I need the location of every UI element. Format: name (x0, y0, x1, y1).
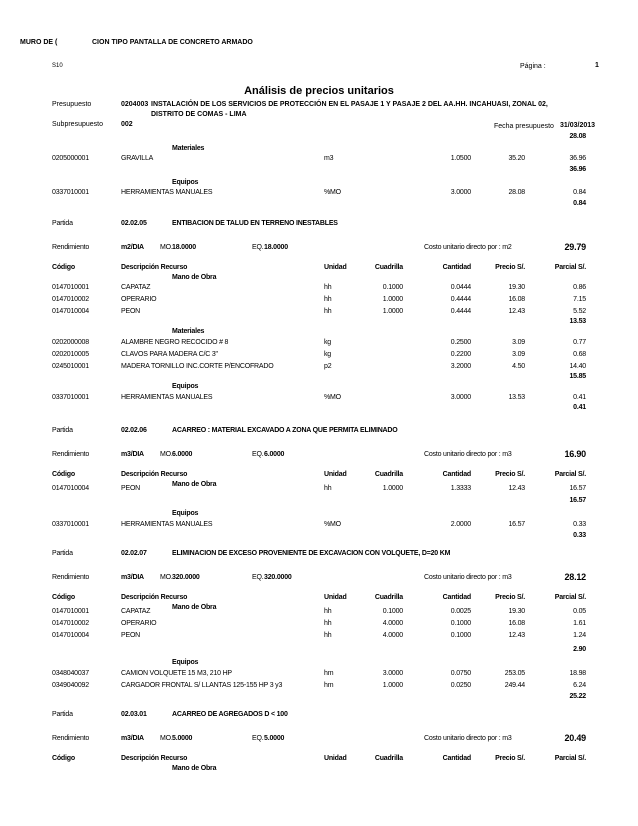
partida-label: Partida (52, 220, 73, 227)
col-unidad: Unidad (324, 264, 347, 271)
page-label: Página : (520, 63, 546, 70)
row-cuadrilla: 3.0000 (382, 670, 403, 677)
row-parcial: 1.61 (573, 620, 586, 627)
row-cuadrilla: 4.0000 (382, 620, 403, 627)
row-cuadrilla: 0.1000 (382, 608, 403, 615)
project-title-right: CION TIPO PANTALLA DE CONCRETO ARMADO (92, 39, 253, 46)
row-unit: %MO (324, 189, 341, 196)
mo-label: MO. (160, 574, 173, 581)
row-cantidad: 1.0500 (450, 155, 471, 162)
row-precio: 3.09 (512, 339, 525, 346)
row-precio: 3.09 (512, 351, 525, 358)
row-description: HERRAMIENTAS MANUALES (121, 521, 213, 528)
presupuesto-desc-1: INSTALACIÓN DE LOS SERVICIOS DE PROTECCIÓN EN EL PASAJE 1 Y PASAJE 2 DEL AA.HH. INCAHUASI, ZONAL 02, (151, 101, 548, 108)
col-parcial: Parcial S/. (554, 755, 586, 762)
row-unit: hh (324, 608, 332, 615)
partida-code: 02.03.01 (121, 711, 147, 718)
col-codigo: Código (52, 755, 75, 762)
row-precio: 12.43 (508, 485, 525, 492)
mo-value: 320.0000 (172, 574, 200, 581)
row-unit: hh (324, 284, 332, 291)
equipos-total: 25.22 (569, 693, 586, 700)
project-title-left: MURO DE ( (20, 39, 58, 46)
partida-code: 02.02.06 (121, 427, 147, 434)
col-descripcion: Descripción Recurso (121, 594, 188, 601)
row-unit: hh (324, 485, 332, 492)
row-precio: 16.08 (508, 296, 525, 303)
row-description: CAPATAZ (121, 284, 151, 291)
row-unit: hh (324, 308, 332, 315)
page-title: Análisis de precios unitarios (244, 85, 394, 97)
row-code: 0337010001 (52, 189, 89, 196)
row-parcial: 0.84 (573, 189, 586, 196)
col-parcial: Parcial S/. (554, 594, 586, 601)
col-cuadrilla: Cuadrilla (374, 264, 403, 271)
row-code: 0147010004 (52, 485, 89, 492)
eq-value: 320.0000 (264, 574, 292, 581)
row-parcial: 16.57 (569, 485, 586, 492)
col-unidad: Unidad (324, 471, 347, 478)
row-cantidad: 3.0000 (450, 189, 471, 196)
row-precio: 19.30 (508, 608, 525, 615)
eq-label: EQ. (252, 451, 264, 458)
col-unidad: Unidad (324, 755, 347, 762)
partida-label: Partida (52, 427, 73, 434)
eq-label: EQ. (252, 244, 264, 251)
mo-value: 5.0000 (172, 735, 193, 742)
col-parcial: Parcial S/. (554, 471, 586, 478)
col-codigo: Código (52, 264, 75, 271)
partida-code: 02.02.05 (121, 220, 147, 227)
section-mano-de-obra: Mano de Obra (172, 765, 217, 772)
eq-value: 6.0000 (264, 451, 285, 458)
costo-unitario-value: 20.49 (564, 733, 586, 743)
col-codigo: Código (52, 594, 75, 601)
col-codigo: Código (52, 471, 75, 478)
mano-de-obra-total: 2.90 (573, 646, 586, 653)
row-parcial: 0.33 (573, 521, 586, 528)
col-descripcion: Descripción Recurso (121, 264, 188, 271)
mo-value: 6.0000 (172, 451, 193, 458)
row-code: 0205000001 (52, 155, 89, 162)
row-cuadrilla: 1.0000 (382, 682, 403, 689)
col-cuadrilla: Cuadrilla (374, 471, 403, 478)
row-unit: kg (324, 351, 331, 358)
section-mano-de-obra: Mano de Obra (172, 274, 217, 281)
col-precio: Precio S/. (495, 755, 525, 762)
row-cantidad: 0.0025 (450, 608, 471, 615)
col-precio: Precio S/. (495, 471, 525, 478)
section-equipos: Equipos (172, 383, 199, 390)
col-precio: Precio S/. (495, 594, 525, 601)
rendimiento-label: Rendimiento (52, 574, 90, 581)
subpresupuesto-code: 002 (121, 121, 133, 128)
costo-unitario-label: Costo unitario directo por : m3 (424, 574, 512, 581)
row-unit: hh (324, 632, 332, 639)
row-precio: 13.53 (508, 394, 525, 401)
row-unit: %MO (324, 521, 341, 528)
partida-name: ACARREO DE AGREGADOS D < 100 (172, 711, 288, 718)
row-unit: hm (324, 670, 334, 677)
row-cuadrilla: 1.0000 (382, 308, 403, 315)
row-parcial: 0.77 (573, 339, 586, 346)
col-cantidad: Cantidad (442, 471, 471, 478)
row-cuadrilla: 4.0000 (382, 632, 403, 639)
row-description: CLAVOS PARA MADERA C/C 3" (121, 351, 218, 358)
col-cuadrilla: Cuadrilla (374, 755, 403, 762)
section-equipos: Equipos (172, 179, 199, 186)
section-mano-de-obra: Mano de Obra (172, 481, 217, 488)
row-precio: 16.08 (508, 620, 525, 627)
costo-unitario-label: Costo unitario directo por : m3 (424, 451, 512, 458)
subtotal-prev: 28.08 (569, 133, 586, 140)
row-precio: 12.43 (508, 308, 525, 315)
row-precio: 35.20 (508, 155, 525, 162)
row-cantidad: 3.0000 (450, 394, 471, 401)
mano-de-obra-total: 13.53 (569, 318, 586, 325)
partida-name: ELIMINACION DE EXCESO PROVENIENTE DE EXCAVACION CON VOLQUETE, D=20 KM (172, 550, 451, 557)
row-unit: kg (324, 339, 331, 346)
row-cantidad: 1.3333 (450, 485, 471, 492)
row-code: 0245010001 (52, 363, 89, 370)
presupuesto-label: Presupuesto (52, 101, 92, 108)
col-parcial: Parcial S/. (554, 264, 586, 271)
row-description: CARGADOR FRONTAL S/ LLANTAS 125-155 HP 3 y3 (121, 682, 283, 689)
row-precio: 4.50 (512, 363, 525, 370)
row-description: PEON (121, 632, 141, 639)
section-materiales: Materiales (172, 328, 205, 335)
mo-label: MO. (160, 735, 173, 742)
section-equipos: Equipos (172, 659, 199, 666)
row-cantidad: 0.1000 (450, 620, 471, 627)
col-unidad: Unidad (324, 594, 347, 601)
row-code: 0147010002 (52, 620, 89, 627)
row-description: PEON (121, 308, 141, 315)
row-code: 0348040037 (52, 670, 89, 677)
partida-label: Partida (52, 550, 73, 557)
equipos-total: 0.41 (573, 404, 586, 411)
materiales-total: 36.96 (569, 166, 586, 173)
row-unit: m3 (324, 155, 334, 162)
row-cantidad: 0.0250 (450, 682, 471, 689)
fecha-label: Fecha presupuesto (494, 123, 554, 130)
eq-label: EQ. (252, 574, 264, 581)
row-cantidad: 0.0444 (450, 284, 471, 291)
row-precio: 28.08 (508, 189, 525, 196)
row-parcial: 7.15 (573, 296, 586, 303)
row-code: 0147010002 (52, 296, 89, 303)
row-cantidad: 0.0750 (450, 670, 471, 677)
row-cantidad: 0.2500 (450, 339, 471, 346)
col-precio: Precio S/. (495, 264, 525, 271)
rendimiento-unit: m3/DIA (121, 735, 144, 742)
row-precio: 253.05 (504, 670, 525, 677)
s10-label: S10 (52, 63, 63, 69)
col-cuadrilla: Cuadrilla (374, 594, 403, 601)
row-description: OPERARIO (121, 296, 157, 303)
costo-unitario-value: 29.79 (564, 242, 586, 252)
partida-code: 02.02.07 (121, 550, 147, 557)
materiales-total: 15.85 (569, 373, 586, 380)
row-code: 0337010001 (52, 394, 89, 401)
row-cuadrilla: 1.0000 (382, 485, 403, 492)
row-code: 0202000008 (52, 339, 89, 346)
row-cuadrilla: 0.1000 (382, 284, 403, 291)
row-precio: 12.43 (508, 632, 525, 639)
col-descripcion: Descripción Recurso (121, 755, 188, 762)
rendimiento-label: Rendimiento (52, 244, 90, 251)
row-parcial: 1.24 (573, 632, 586, 639)
presupuesto-code: 0204003 (121, 101, 149, 108)
row-code: 0147010001 (52, 608, 89, 615)
costo-unitario-label: Costo unitario directo por : m3 (424, 735, 512, 742)
section-materiales: Materiales (172, 145, 205, 152)
subpresupuesto-label: Subpresupuesto (52, 121, 103, 128)
row-cantidad: 0.4444 (450, 296, 471, 303)
row-parcial: 6.24 (573, 682, 586, 689)
row-code: 0147010004 (52, 308, 89, 315)
row-parcial: 0.86 (573, 284, 586, 291)
eq-value: 18.0000 (264, 244, 288, 251)
row-cantidad: 0.2200 (450, 351, 471, 358)
row-description: CAMION VOLQUETE 15 M3, 210 HP (121, 670, 232, 677)
row-cantidad: 0.1000 (450, 632, 471, 639)
mo-label: MO. (160, 451, 173, 458)
costo-unitario-value: 16.90 (564, 449, 586, 459)
mo-value: 18.0000 (172, 244, 196, 251)
row-description: HERRAMIENTAS MANUALES (121, 394, 213, 401)
equipos-total: 0.33 (573, 532, 586, 539)
row-description: MADERA TORNILLO INC.CORTE P/ENCOFRADO (121, 363, 274, 370)
eq-value: 5.0000 (264, 735, 285, 742)
equipos-total: 0.84 (573, 200, 586, 207)
rendimiento-unit: m3/DIA (121, 451, 144, 458)
row-parcial: 0.05 (573, 608, 586, 615)
mano-de-obra-total: 16.57 (569, 497, 586, 504)
row-description: PEON (121, 485, 141, 492)
row-unit: hm (324, 682, 334, 689)
section-equipos: Equipos (172, 510, 199, 517)
page-number: 1 (595, 62, 599, 69)
row-cantidad: 0.4444 (450, 308, 471, 315)
row-unit: hh (324, 620, 332, 627)
row-description: ALAMBRE NEGRO RECOCIDO # 8 (121, 339, 229, 346)
row-code: 0147010001 (52, 284, 89, 291)
partida-name: ACARREO : MATERIAL EXCAVADO A ZONA QUE PERMITA ELIMINADO (172, 427, 398, 434)
presupuesto-desc-2: DISTRITO DE COMAS - LIMA (151, 111, 247, 118)
col-cantidad: Cantidad (442, 264, 471, 271)
rendimiento-label: Rendimiento (52, 735, 90, 742)
partida-name: ENTIBACION DE TALUD EN TERRENO INESTABLES (172, 220, 338, 227)
row-precio: 16.57 (508, 521, 525, 528)
row-code: 0202010005 (52, 351, 89, 358)
row-parcial: 18.98 (569, 670, 586, 677)
rendimiento-unit: m3/DIA (121, 574, 144, 581)
row-description: CAPATAZ (121, 608, 151, 615)
col-cantidad: Cantidad (442, 755, 471, 762)
row-description: GRAVILLA (121, 155, 154, 162)
row-parcial: 0.68 (573, 351, 586, 358)
partida-label: Partida (52, 711, 73, 718)
row-cuadrilla: 1.0000 (382, 296, 403, 303)
row-cantidad: 2.0000 (450, 521, 471, 528)
col-descripcion: Descripción Recurso (121, 471, 188, 478)
row-parcial: 0.41 (573, 394, 586, 401)
row-unit: hh (324, 296, 332, 303)
row-cantidad: 3.2000 (450, 363, 471, 370)
mo-label: MO. (160, 244, 173, 251)
row-unit: %MO (324, 394, 341, 401)
costo-unitario-value: 28.12 (564, 572, 586, 582)
row-precio: 19.30 (508, 284, 525, 291)
row-description: OPERARIO (121, 620, 157, 627)
row-parcial: 14.40 (569, 363, 586, 370)
row-parcial: 5.52 (573, 308, 586, 315)
rendimiento-label: Rendimiento (52, 451, 90, 458)
row-parcial: 36.96 (569, 155, 586, 162)
row-precio: 249.44 (504, 682, 525, 689)
costo-unitario-label: Costo unitario directo por : m2 (424, 244, 512, 251)
row-description: HERRAMIENTAS MANUALES (121, 189, 213, 196)
col-cantidad: Cantidad (442, 594, 471, 601)
section-mano-de-obra: Mano de Obra (172, 604, 217, 611)
fecha-value: 31/03/2013 (560, 122, 596, 129)
rendimiento-unit: m2/DIA (121, 244, 144, 251)
eq-label: EQ. (252, 735, 264, 742)
row-code: 0349040092 (52, 682, 89, 689)
row-code: 0147010004 (52, 632, 89, 639)
row-unit: p2 (324, 363, 332, 370)
row-code: 0337010001 (52, 521, 89, 528)
